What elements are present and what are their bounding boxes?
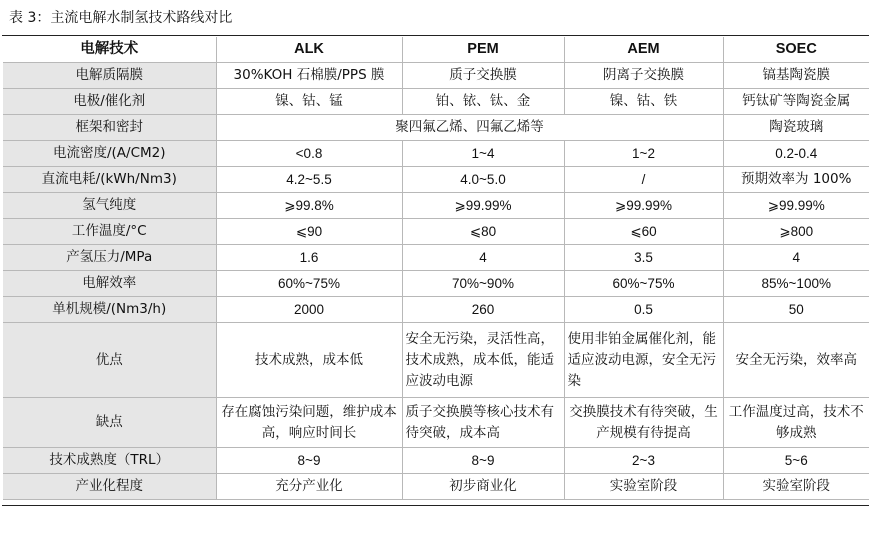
row-label: 缺点: [3, 398, 216, 448]
table-cell: 镍、钴、锰: [216, 89, 402, 115]
table-cell: 陶瓷玻璃: [723, 115, 869, 141]
row-label: 电解效率: [3, 271, 216, 297]
header-alk: ALK: [216, 37, 402, 63]
table-cell: 0.5: [564, 297, 723, 323]
row-label: 氢气纯度: [3, 193, 216, 219]
row-label: 单机规模/(Nm3/h): [3, 297, 216, 323]
table-cell: 4: [723, 245, 869, 271]
table-row: [3, 323, 869, 398]
header-pem: PEM: [402, 37, 564, 63]
table-row: [3, 245, 869, 271]
table-cell: 存在腐蚀污染问题，维护成本高，响应时间长: [216, 398, 402, 448]
table-cell: 85%~100%: [723, 271, 869, 297]
table-cell: ⩾99.99%: [402, 193, 564, 219]
table-cell: 镐基陶瓷膜: [723, 63, 869, 89]
table-cell: 预期效率为 100%: [723, 167, 869, 193]
table-cell: 0.2-0.4: [723, 141, 869, 167]
table-cell: 充分产业化: [216, 474, 402, 500]
table-cell: 2000: [216, 297, 402, 323]
table-cell: 2~3: [564, 448, 723, 474]
table-cell: 1.6: [216, 245, 402, 271]
table-caption: 表 3：主流电解水制氢技术路线对比: [9, 10, 233, 26]
row-label: 电解质隔膜: [3, 63, 216, 89]
table-row: [3, 398, 869, 448]
table-row: [3, 474, 869, 500]
table-row: [3, 167, 869, 193]
table-cell: 初步商业化: [402, 474, 564, 500]
table-cell: <0.8: [216, 141, 402, 167]
row-label: 优点: [3, 323, 216, 398]
table-cell: 5~6: [723, 448, 869, 474]
table-cell: 镍、钴、铁: [564, 89, 723, 115]
table-cell: 技术成熟，成本低: [216, 323, 402, 398]
table-cell: ⩾99.99%: [723, 193, 869, 219]
table-row: [3, 89, 869, 115]
table-cell: 4.2~5.5: [216, 167, 402, 193]
table-row: [3, 219, 869, 245]
table-cell: 质子交换膜: [402, 63, 564, 89]
row-label: 直流电耗/(kWh/Nm3): [3, 167, 216, 193]
table-row: [3, 448, 869, 474]
table-cell: 交换膜技术有待突破，生产规模有待提高: [564, 398, 723, 448]
table-cell: 4.0~5.0: [402, 167, 564, 193]
table-cell: 钙钛矿等陶瓷金属: [723, 89, 869, 115]
header-aem: AEM: [564, 37, 723, 63]
table-cell: ⩾99.8%: [216, 193, 402, 219]
table-cell: 阴离子交换膜: [564, 63, 723, 89]
table-cell: 70%~90%: [402, 271, 564, 297]
row-label: 技术成熟度（TRL）: [3, 448, 216, 474]
table-cell: 安全无污染，效率高: [723, 323, 869, 398]
row-label: 框架和密封: [3, 115, 216, 141]
table-cell: ⩽60: [564, 219, 723, 245]
header-soec: SOEC: [723, 37, 869, 63]
row-label: 产氢压力/MPa: [3, 245, 216, 271]
table-cell: 30%KOH 石棉膜/PPS 膜: [216, 63, 402, 89]
merged-cell: 聚四氟乙烯、四氟乙烯等: [216, 115, 723, 141]
row-label: 电流密度/(A/CM2): [3, 141, 216, 167]
table-row: [3, 63, 869, 89]
table-cell: 3.5: [564, 245, 723, 271]
table-cell: 实验室阶段: [723, 474, 869, 500]
table-cell: 铂、铱、钛、金: [402, 89, 564, 115]
table-cell: 实验室阶段: [564, 474, 723, 500]
table-row: [3, 297, 869, 323]
table-cell: 60%~75%: [564, 271, 723, 297]
table-cell: 安全无污染，灵活性高，技术成熟，成本低，能适应波动电源: [402, 323, 564, 398]
table-cell: 1~4: [402, 141, 564, 167]
table-cell: 质子交换膜等核心技术有待突破，成本高: [402, 398, 564, 448]
table-cell: /: [564, 167, 723, 193]
table-cell: 50: [723, 297, 869, 323]
bottom-rule: [2, 505, 869, 506]
table-row: [3, 115, 869, 141]
table-cell: 60%~75%: [216, 271, 402, 297]
table-cell: ⩾99.99%: [564, 193, 723, 219]
comparison-table: [3, 37, 869, 500]
table-cell: ⩾800: [723, 219, 869, 245]
header-tech: 电解技术: [3, 37, 216, 63]
table-cell: 1~2: [564, 141, 723, 167]
top-rule: [2, 35, 869, 36]
table-cell: 260: [402, 297, 564, 323]
table-row: [3, 271, 869, 297]
header-row: [3, 37, 869, 63]
table-row: [3, 141, 869, 167]
row-label: 电极/催化剂: [3, 89, 216, 115]
row-label: 工作温度/°C: [3, 219, 216, 245]
table-cell: 工作温度过高，技术不够成熟: [723, 398, 869, 448]
table-cell: 使用非铂金属催化剂，能适应波动电源，安全无污染: [564, 323, 723, 398]
table-cell: ⩽80: [402, 219, 564, 245]
table-cell: 8~9: [402, 448, 564, 474]
table-cell: 4: [402, 245, 564, 271]
table-cell: 8~9: [216, 448, 402, 474]
table-cell: ⩽90: [216, 219, 402, 245]
table-row: [3, 193, 869, 219]
row-label: 产业化程度: [3, 474, 216, 500]
